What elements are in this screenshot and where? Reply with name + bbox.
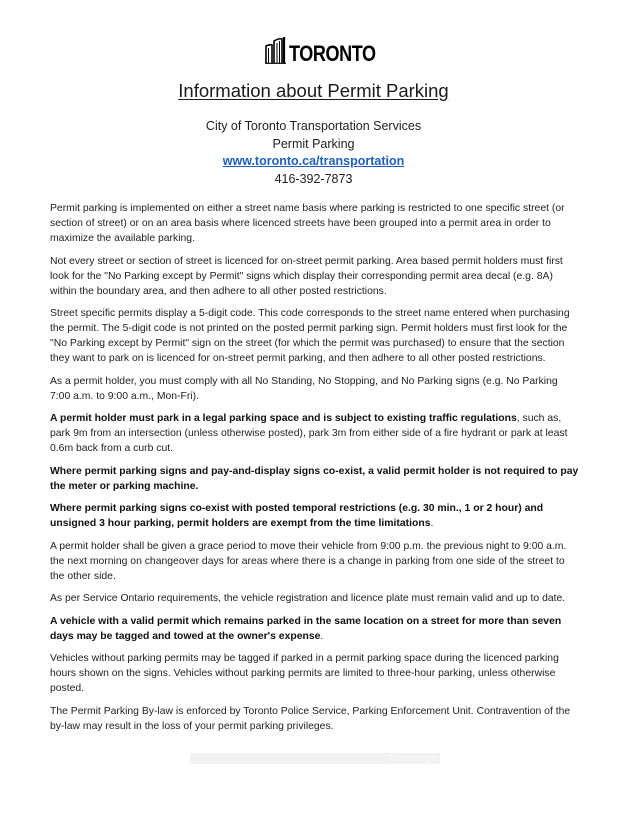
- paragraph: A permit holder shall be given a grace period to move their vehicle from 9:00 p.m. the previous night to 9:00 a.m. the next morning on changeover days for areas where there is a change in parking from one side of the street to the other side.: [50, 540, 567, 582]
- paragraph: Permit parking is implemented on either a street name basis where parking is restricted to one specific street (or section of street) or on an area basis where licenced streets have been grouped into a permit area in order to maximize the available parking.: [50, 203, 565, 244]
- paragraph: Not every street or section of street is licenced for on-street permit parking. Area based permit holders must first look for the "No Parking except by Permit" signs which display their corresponding permit area decal (e.g. 8A) within the boundary area, and then adhere to all other posted restrictions.: [50, 255, 563, 297]
- department-name: Permit Parking: [272, 136, 355, 151]
- paragraph: A permit holder must park in a legal parking space and is subject to existing traffic regulations, such as, park 9m from an intersection (unless otherwise posted), park 3m from either side of a fire hydrant or park at least 0.6m back from a curb cut.: [50, 413, 568, 454]
- paragraph: Where permit parking signs and pay-and-display signs co-exist, a valid permit holder is not required to pay the meter or parking machine.: [50, 465, 579, 492]
- transportation-link[interactable]: www.toronto.ca/transportation: [222, 154, 405, 168]
- city-hall-towers-icon: [265, 36, 287, 64]
- watermark: Brokerage: [190, 753, 440, 764]
- paragraph: As per Service Ontario requirements, the vehicle registration and licence plate must remain valid and up to date.: [50, 593, 566, 604]
- paragraph: As a permit holder, you must comply with all No Standing, No Stopping, and No Parking signs (e.g. No Parking 7:00 a.m. to 9:00 a.m., Mon-Fri).: [50, 375, 558, 402]
- logo-wordmark: TORONTO: [289, 41, 376, 66]
- toronto-logo: [265, 36, 395, 64]
- phone-number: 416-392-7873: [274, 171, 353, 186]
- contact-header: [0, 118, 627, 188]
- page-title: Information about Permit Parking: [178, 80, 449, 101]
- paragraph: Where permit parking signs co-exist with posted temporal restrictions (e.g. 30 min., 1 or 2 hour) and unsigned 3 hour parking, permit holders are exempt from the time limitations.: [50, 503, 544, 529]
- paragraph: Street specific permits display a 5-digit code. This code corresponds to the street name entered when purchasing the permit. The 5-digit code is not printed on the posted permit parking sign. Permit holders must first look for the "No Parking except by Permit" sign on the street (for which the permit was purchased) to ensure that the section they want to park on is licenced for on-street permit parking, and then adhere to all other posted restrictions.: [50, 308, 570, 364]
- document-body: [50, 201, 580, 741]
- paragraph: The Permit Parking By-law is enforced by Toronto Police Service, Parking Enforcement Unit. Contravention of the by-law may result in the loss of your permit parking privileges.: [50, 705, 571, 732]
- organization-name: City of Toronto Transportation Services: [205, 119, 422, 133]
- paragraph: Vehicles without parking permits may be tagged if parked in a permit parking space during the licenced parking hours shown on the signs. Vehicles without parking permits are limited to three-hour parking, unless otherwise posted.: [50, 653, 559, 694]
- paragraph: A vehicle with a valid permit which remains parked in the same location on a street for more than seven days may be tagged and towed at the owner's expense.: [50, 615, 562, 642]
